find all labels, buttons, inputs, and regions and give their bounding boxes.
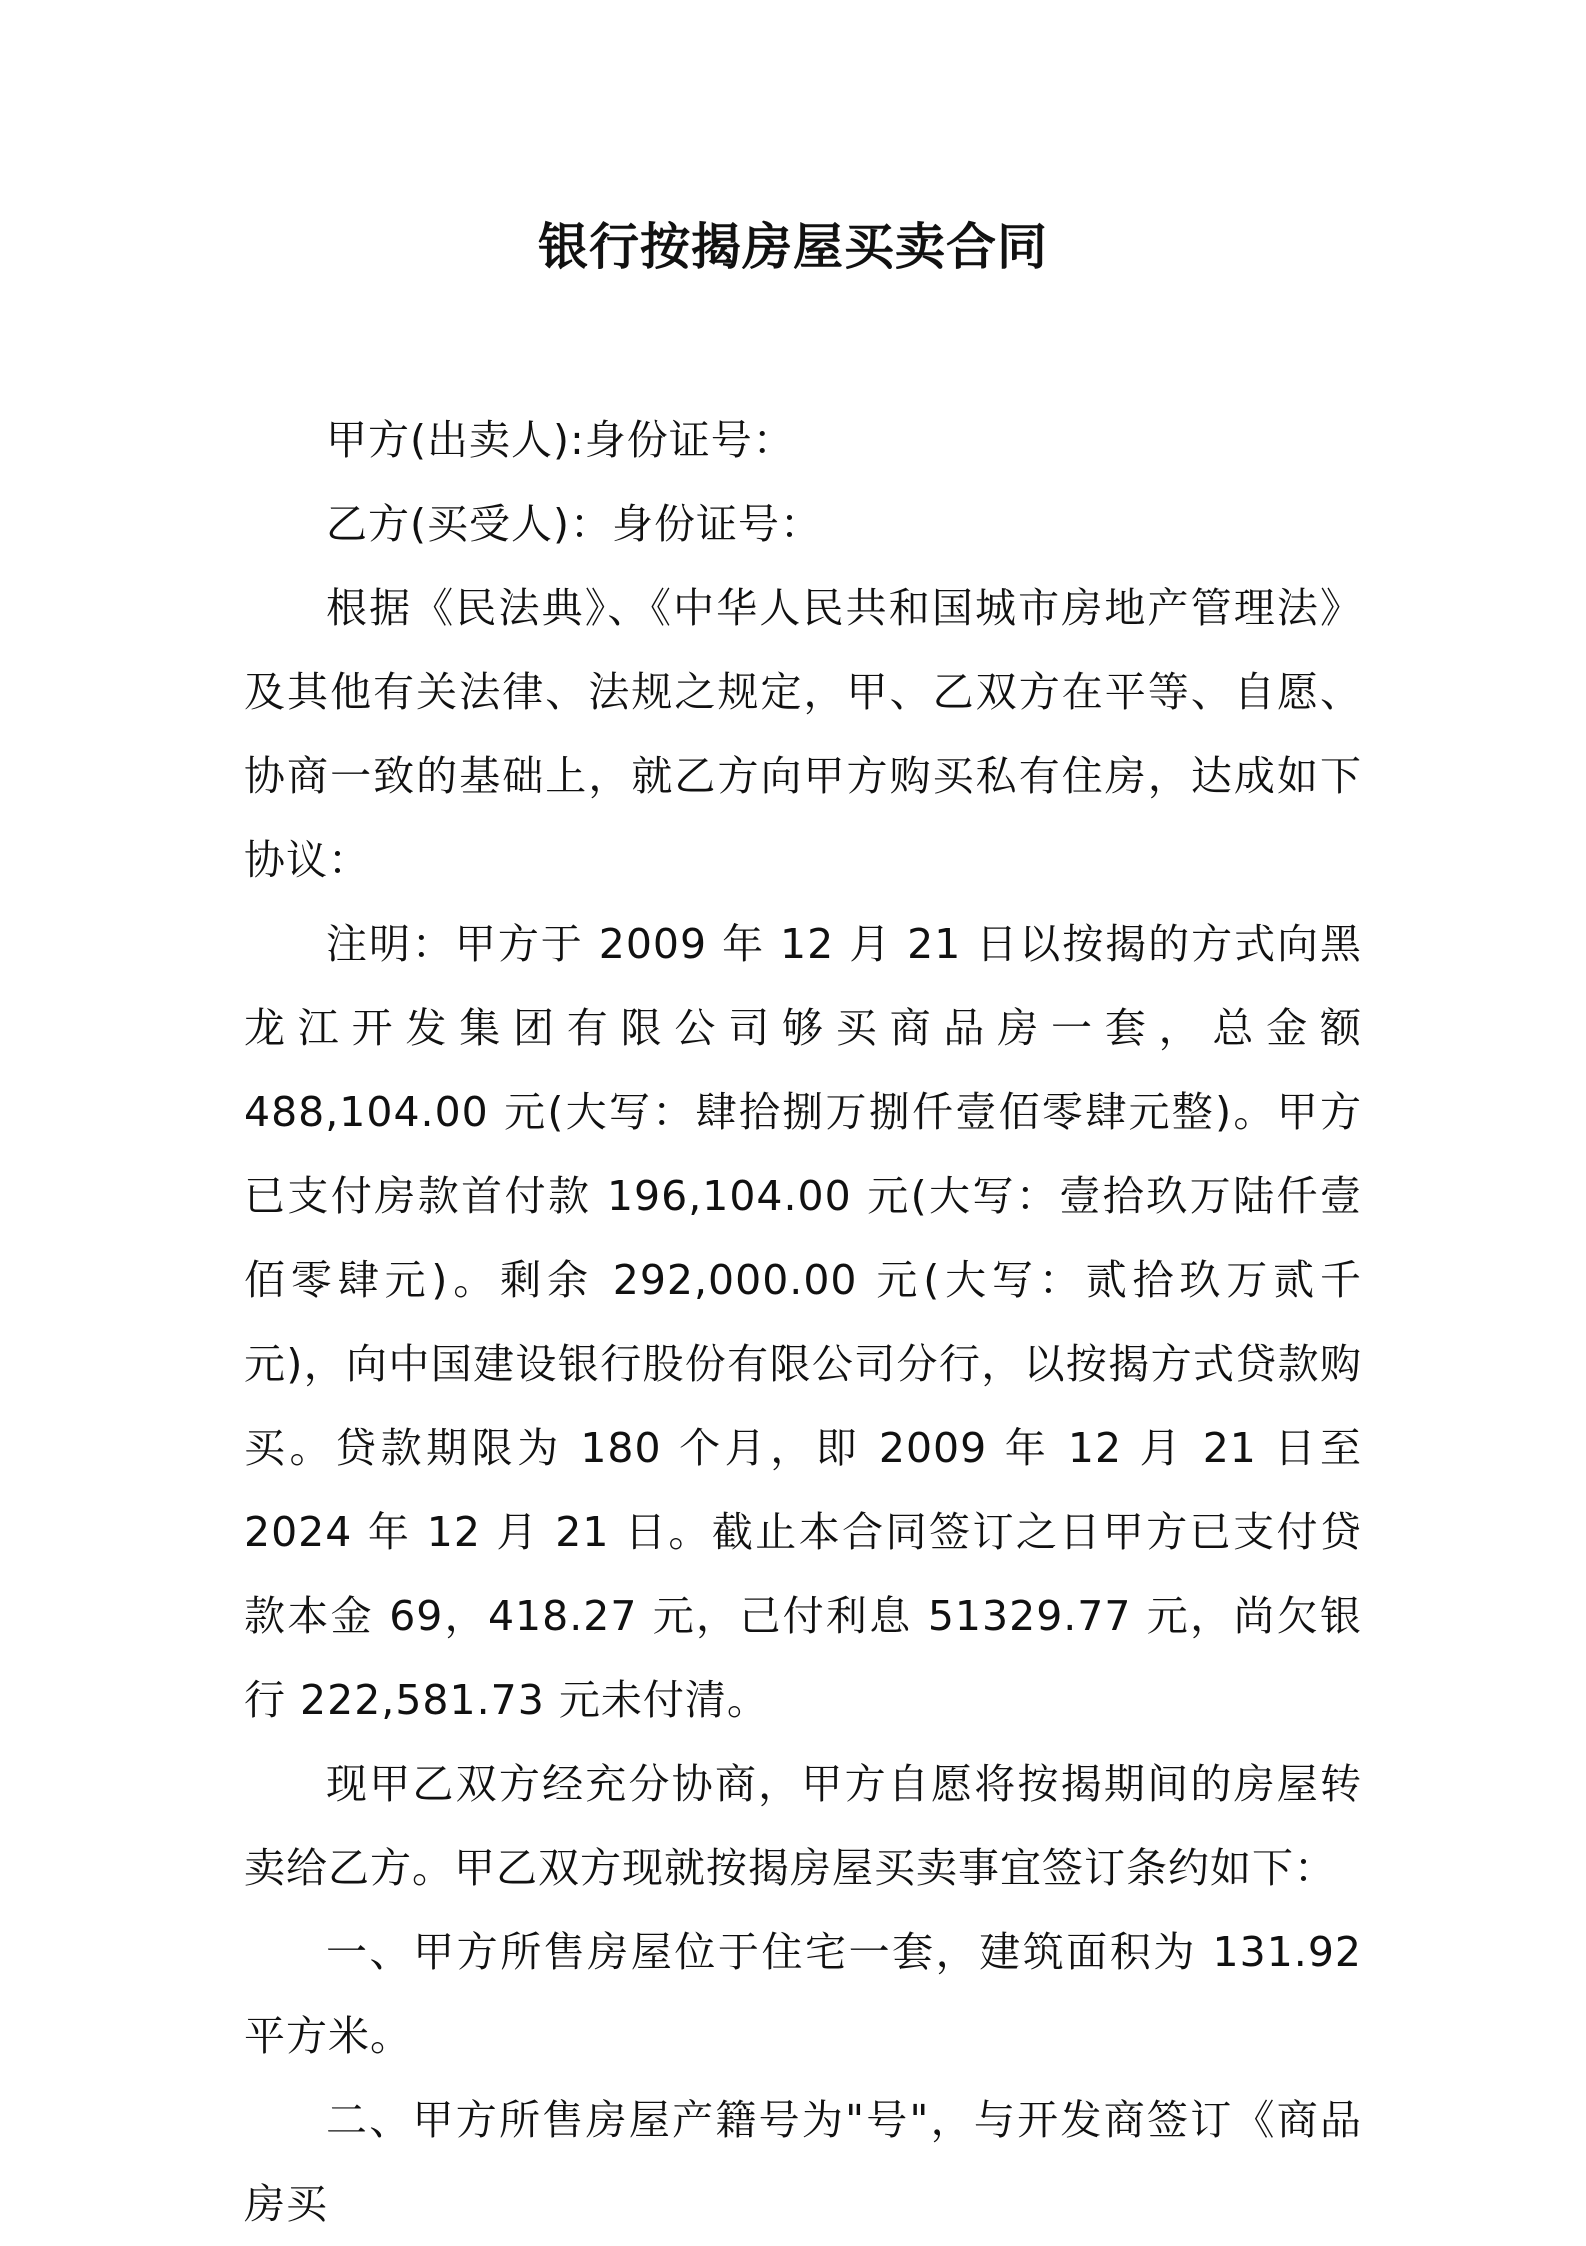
document-title: 银行按揭房屋买卖合同 (538, 218, 1048, 276)
agreement-intro-paragraph: 现甲乙双方经充分协商，甲方自愿将按揭期间的房屋转卖给乙方。甲乙双方现就按揭房屋买卖事宜签订条约如下： (244, 1760, 1362, 1892)
document-body (244, 398, 1362, 2246)
clause-one: 一、甲方所售房屋位于住宅一套，建筑面积为 131.92 平方米。 (244, 1928, 1362, 2060)
legal-basis-paragraph: 根据《民法典》、《中华人民共和国城市房地产管理法》及其他有关法律、法规之规定，甲、乙双方在平等、自愿、协商一致的基础上，就乙方向甲方购买私有住房，达成如下协议： (244, 584, 1362, 884)
party-a-line: 甲方(出卖人):身份证号： (326, 416, 795, 464)
party-b-line: 乙方(买受人)：身份证号： (326, 500, 822, 548)
note-paragraph: 注明：甲方于 2009 年 12 月 21 日以按揭的方式向黑龙江开发集团有限公司够买商品房一套，总金额 488,104.00 元(大写：肆拾捌万捌仟壹佰零肆元整)。甲方已支付房款首付款 196,104.00 元(大写：壹拾玖万陆仟壹佰零肆元)。剩余 292,000.00 元(大写：贰拾玖万贰千元)，向中国建设银行股份有限公司分行，以按揭方式贷款购买。贷款期限为 180 个月，即 2009 年 12 月 21 日至 2024 年 12 月 21 日。截止本合同签订之日甲方已支付贷款本金 69，418.27 元，己付利息 51329.77 元，尚欠银行 222,581.73 元未付清。 (244, 920, 1362, 1724)
clause-two: 二、甲方所售房屋产籍号为"号"，与开发商签订《商品房买 (244, 2096, 1362, 2228)
